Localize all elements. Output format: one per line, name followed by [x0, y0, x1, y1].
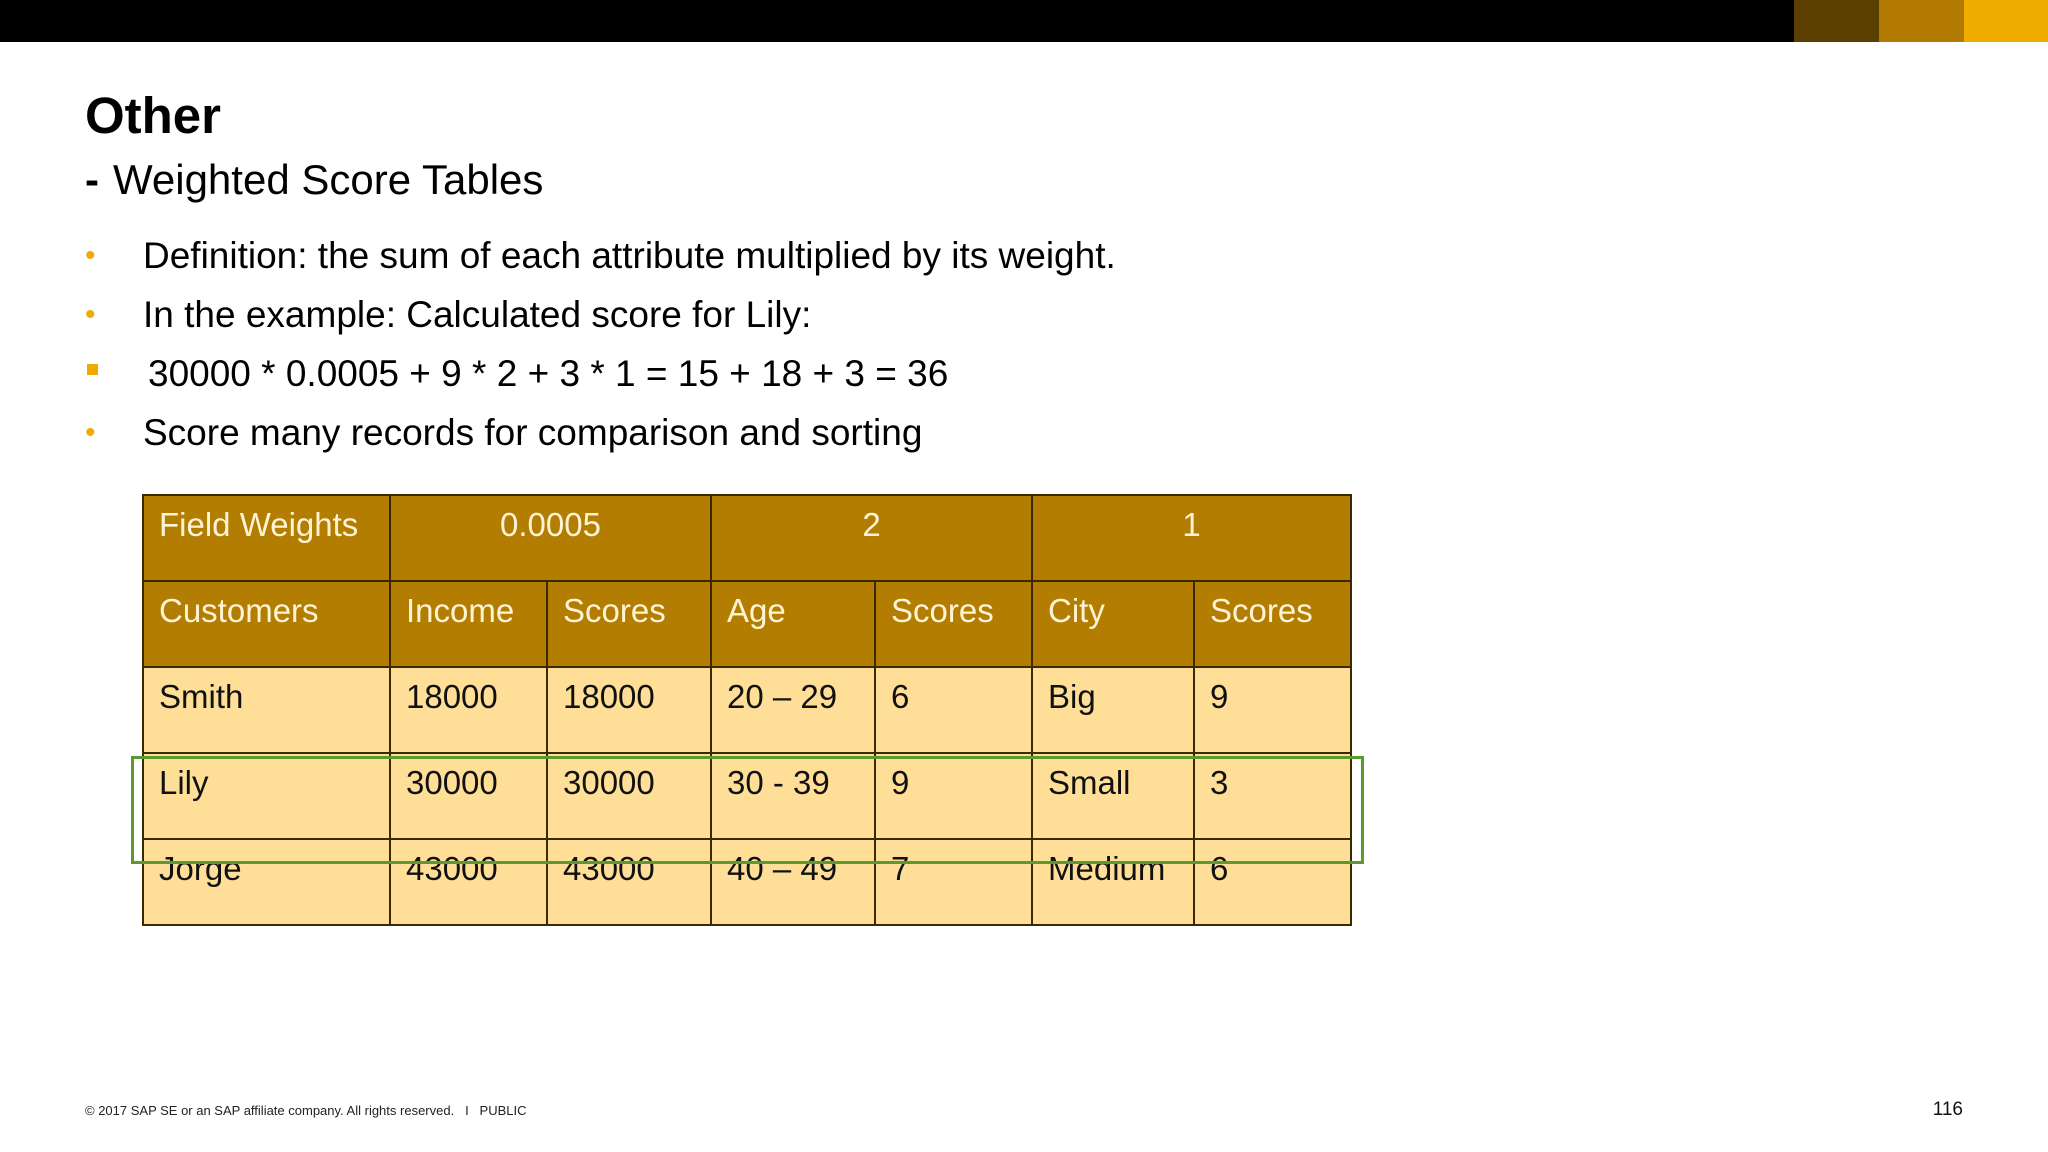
- slide-subtitle: [85, 154, 543, 206]
- copyright-text: © 2017 SAP SE or an SAP affiliate company. All rights reserved.: [85, 1103, 455, 1118]
- column-header: Age: [711, 581, 875, 667]
- table-cell: 9: [875, 753, 1032, 839]
- top-brand-bar: [0, 0, 2048, 42]
- bullet-text: In the example: Calculated score for Lily:: [143, 294, 812, 335]
- column-header: Customers: [143, 581, 390, 667]
- table-row: [143, 667, 1351, 753]
- bullet-item: [85, 344, 1485, 403]
- table-cell: 6: [875, 667, 1032, 753]
- table-cell: Smith: [143, 667, 390, 753]
- field-weights-row: [143, 495, 1351, 581]
- bullet-item: [85, 403, 1485, 462]
- page-number: 116: [1932, 1099, 1963, 1120]
- table-cell: 30000: [547, 753, 711, 839]
- column-header: Scores: [875, 581, 1032, 667]
- field-weights-label: Field Weights: [143, 495, 390, 581]
- table-cell: 30 - 39: [711, 753, 875, 839]
- age-weight-cell: 2: [711, 495, 1032, 581]
- table-cell: 3: [1194, 753, 1351, 839]
- table-cell: 43000: [547, 839, 711, 925]
- column-header-row: [143, 581, 1351, 667]
- column-header: Scores: [547, 581, 711, 667]
- classification-label: PUBLIC: [479, 1103, 527, 1118]
- table-cell: Jorge: [143, 839, 390, 925]
- table-cell: Big: [1032, 667, 1194, 753]
- bullet-text: 30000 * 0.0005 + 9 * 2 + 3 * 1 = 15 + 18 + 3 = 36: [148, 353, 949, 394]
- brand-bar-segment-dark: [1794, 0, 1879, 42]
- footer-copyright: [85, 1103, 527, 1118]
- table-row-highlighted: [143, 753, 1351, 839]
- table-cell: 30000: [390, 753, 547, 839]
- bullet-dot-icon: •: [85, 416, 96, 449]
- slide-title: Other: [85, 87, 222, 144]
- bullet-text: Definition: the sum of each attribute multiplied by its weight.: [143, 235, 1116, 276]
- brand-bar-segment-mid: [1879, 0, 1964, 42]
- table-cell: 18000: [390, 667, 547, 753]
- table-cell: 7: [875, 839, 1032, 925]
- subtitle-dash: -: [85, 156, 99, 203]
- table-cell: 43000: [390, 839, 547, 925]
- column-header: Scores: [1194, 581, 1351, 667]
- table-cell: 9: [1194, 667, 1351, 753]
- table-cell: Small: [1032, 753, 1194, 839]
- table-row: [143, 839, 1351, 925]
- brand-bar-segment-light: [1964, 0, 2048, 42]
- footer-separator: I: [465, 1103, 469, 1118]
- bullet-item: [85, 285, 1485, 344]
- subtitle-text: Weighted Score Tables: [113, 156, 544, 203]
- bullet-list: [85, 226, 1485, 462]
- bullet-square-icon: [87, 364, 98, 375]
- column-header: City: [1032, 581, 1194, 667]
- table-cell: Lily: [143, 753, 390, 839]
- table-cell: Medium: [1032, 839, 1194, 925]
- bullet-dot-icon: •: [85, 298, 96, 331]
- column-header: Income: [390, 581, 547, 667]
- city-weight-cell: 1: [1032, 495, 1351, 581]
- weighted-score-table: [142, 494, 1352, 926]
- table-cell: 18000: [547, 667, 711, 753]
- bullet-item: [85, 226, 1485, 285]
- income-weight-cell: 0.0005: [390, 495, 711, 581]
- bullet-text: Score many records for comparison and sorting: [143, 412, 923, 453]
- table-cell: 6: [1194, 839, 1351, 925]
- bullet-dot-icon: •: [85, 239, 96, 272]
- table-cell: 20 – 29: [711, 667, 875, 753]
- table-cell: 40 – 49: [711, 839, 875, 925]
